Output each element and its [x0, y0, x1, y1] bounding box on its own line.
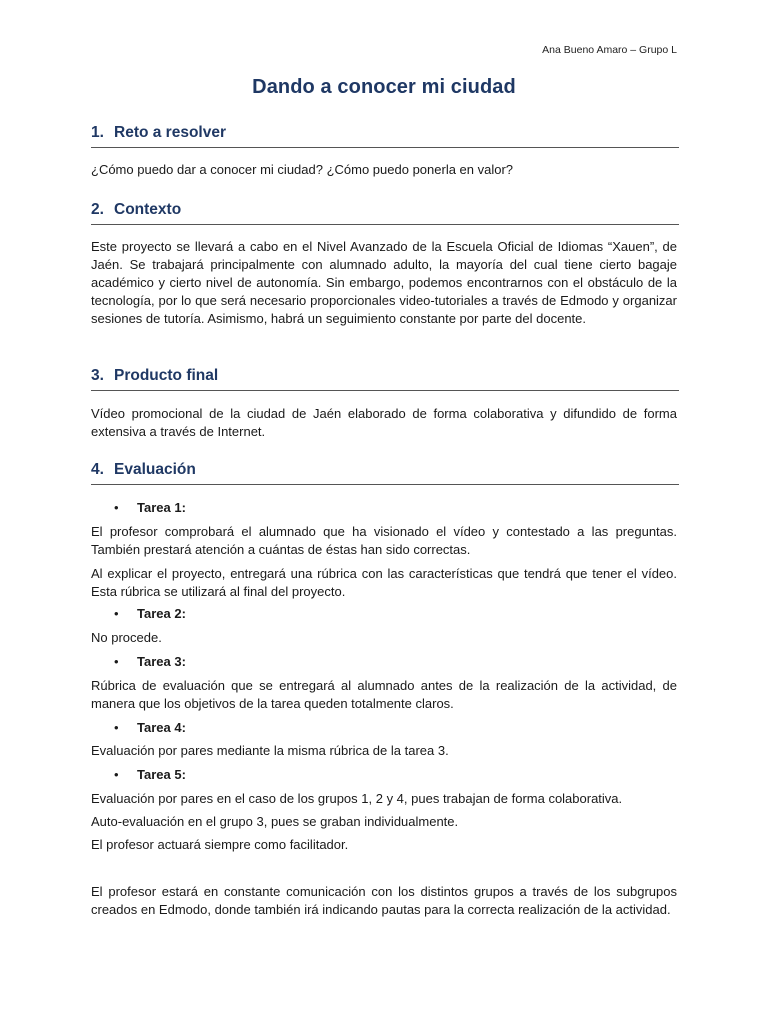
bullet-icon: • [114, 767, 119, 782]
task-label: Tarea 3: [137, 654, 186, 669]
section-title: Reto a resolver [114, 124, 226, 141]
section-heading-contexto [91, 201, 679, 225]
task-2-paragraph-1: No procede. [91, 630, 162, 645]
task-3-paragraph-1: Rúbrica de evaluación que se entregará al alumnado antes de la realización de la actividad, de manera que los objetivos de la tarea queden totalmente claros. [91, 678, 677, 711]
section-heading-reto [91, 124, 679, 148]
bullet-icon: • [114, 500, 119, 515]
paragraph-producto: Vídeo promocional de la ciudad de Jaén elaborado de forma colaborativa y difundido de forma extensiva a través de Internet. [91, 406, 677, 439]
paragraph-contexto: Este proyecto se llevará a cabo en el Nivel Avanzado de la Escuela Oficial de Idiomas “Xauen”, de Jaén. Se trabajará principalmente con alumnado adulto, la mayoría del cual tiene cierto bagaje académico y cierto nivel de autonomía. Sin embargo, podemos encontrarnos con el obstáculo de la tecnología, por lo que será necesario proporcionales video-tutoriales a través de Edmodo y organizar sesiones de tutoría. Asimismo, habrá un seguimiento constante por parte del docente. [91, 239, 677, 326]
task-label: Tarea 1: [137, 500, 186, 515]
section-number: 1. [91, 124, 104, 141]
task-label-5 [114, 766, 186, 784]
task-label-1 [114, 499, 186, 517]
section-title: Evaluación [114, 461, 196, 478]
task-5-paragraph-2: Auto-evaluación en el grupo 3, pues se graban individualmente. [91, 814, 459, 829]
task-label: Tarea 5: [137, 767, 186, 782]
bullet-icon: • [114, 720, 119, 735]
bullet-icon: • [114, 606, 119, 621]
paragraph-reto: ¿Cómo puedo dar a conocer mi ciudad? ¿Cómo puedo ponerla en valor? [91, 162, 514, 177]
task-5-paragraph-1: Evaluación por pares en el caso de los grupos 1, 2 y 4, pues trabajan de forma colaborativa. [91, 791, 623, 806]
task-1-paragraph-1: El profesor comprobará el alumnado que ha visionado el vídeo y contestado a las preguntas. También prestará atención a cuántas de éstas han sido correctas. [91, 524, 677, 557]
task-label-3 [114, 653, 186, 671]
closing-paragraph: El profesor estará en constante comunicación con los distintos grupos a través de los subgrupos creados en Edmodo, donde también irá indicando pautas para la correcta realización de la actividad. [91, 884, 677, 917]
task-label: Tarea 2: [137, 606, 186, 621]
section-number: 4. [91, 461, 104, 478]
task-label-2 [114, 605, 186, 623]
task-5-paragraph-3: El profesor actuará siempre como facilitador. [91, 837, 349, 852]
section-title: Producto final [114, 367, 219, 384]
section-number: 3. [91, 367, 104, 384]
section-title: Contexto [114, 201, 182, 218]
task-4-paragraph-1: Evaluación por pares mediante la misma rúbrica de la tarea 3. [91, 743, 449, 758]
task-1-paragraph-2: Al explicar el proyecto, entregará una rúbrica con las características que tendrá que tener el vídeo. Esta rúbrica se utilizará al final del proyecto. [91, 566, 677, 599]
section-number: 2. [91, 201, 104, 218]
bullet-icon: • [114, 654, 119, 669]
task-label: Tarea 4: [137, 720, 186, 735]
header-author: Ana Bueno Amaro – Grupo L [542, 44, 677, 56]
section-heading-producto [91, 367, 679, 391]
page-title: Dando a conocer mi ciudad [252, 76, 516, 98]
section-heading-evaluacion [91, 461, 679, 485]
task-label-4 [114, 719, 186, 737]
